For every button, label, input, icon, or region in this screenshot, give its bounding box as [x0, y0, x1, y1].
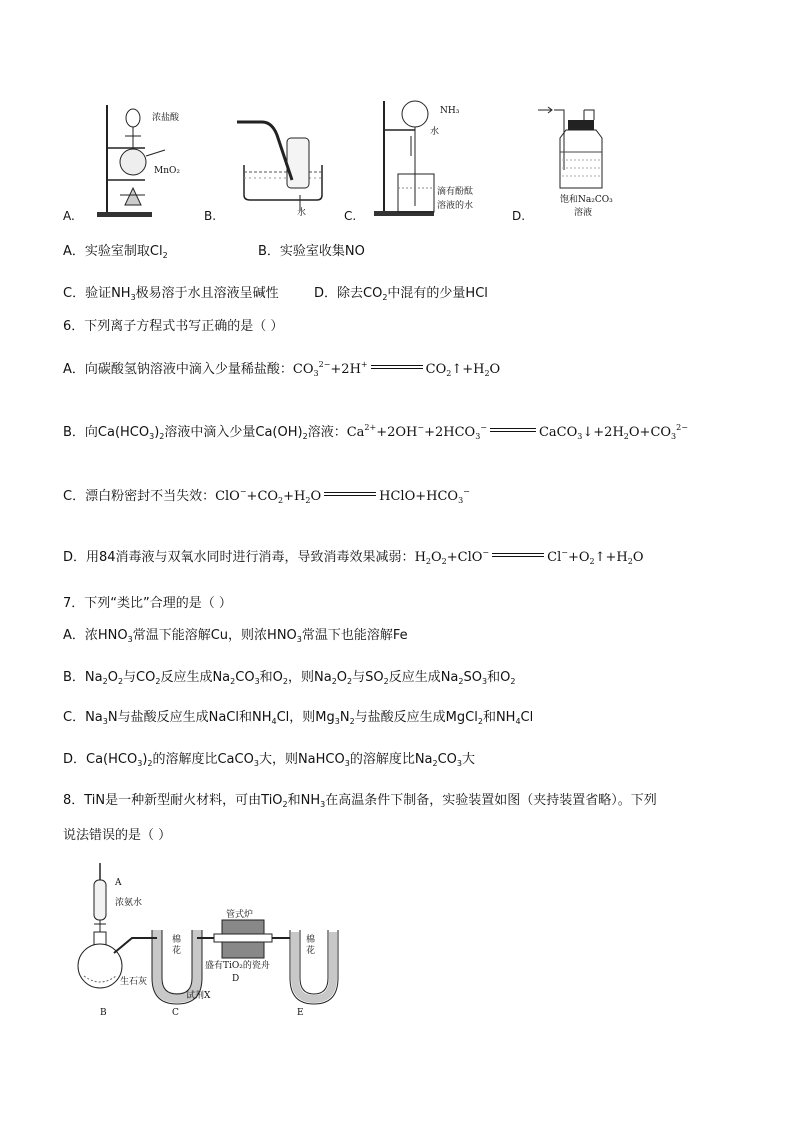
q8-label-d: D [232, 974, 240, 984]
q6-option-b: B．向$Ca(HCO_3)_2$溶液中滴入少量$Ca(OH)_2$溶液：$Ca^{2+}+2OH^-+2HCO_3^-$ $CaCO_3↓+2H_2O+CO_3^{2-}$ [63, 423, 688, 441]
label-conc-hcl: 浓盐酸 [152, 113, 180, 123]
q7-stem: 7．下列“类比”合理的是（ ） [63, 596, 232, 611]
fig-option-c: C. [344, 209, 357, 223]
q8-label-conc-ammonia: 浓氨水 [115, 898, 143, 908]
label-phenolphthalein: 滴有酚酞 [437, 187, 474, 197]
q5-option-d: D．除去$CO_2$中混有的少量HCl [314, 286, 488, 302]
q7-option-d: D．$Ca(HCO_3)_2$的溶解度比CaCO$_3$大，则NaHCO$_3$的溶解度比$Na_2CO_3$大 [63, 752, 476, 768]
q8-label-c: C [172, 1008, 179, 1018]
q8-label-b: B [100, 1008, 107, 1018]
q8-label-cotton-2a: 棉 [306, 935, 316, 945]
q5-option-a: A．实验室制取$Cl_2$ [63, 244, 168, 260]
label-sat-na2co3: 饱和Na₂CO₃ [560, 195, 613, 205]
q6-option-a: A．向碳酸氢钠溶液中滴入少量稀盐酸：$CO_3^{2-}+2H^+$ $CO_2↑+H_2O$ [63, 360, 501, 378]
q7-option-c: C．$Na_3N$与盐酸反应生成NaCl和$NH_4Cl$，则$Mg_3N_2$与盐酸反应生成MgCl$_2$和$NH_4Cl$ [63, 710, 534, 726]
apparatus-b-water-trough [232, 110, 337, 215]
apparatus-c-fountain [370, 96, 440, 220]
q8-stem-line2: 说法错误的是（ ） [63, 828, 172, 843]
q8-label-a: A [115, 878, 122, 888]
fig-option-d: D. [512, 209, 526, 223]
label-water-c: 水 [430, 127, 440, 137]
fig-option-b: B. [204, 209, 217, 223]
q8-label-reagent-x: 试剂X [186, 991, 211, 1001]
q7-option-b: B．$Na_2O_2$与$CO_2$反应生成$Na_2CO_3$和$O_2$，则$Na_2O_2$与$SO_2$反应生成$Na_2SO_3$和$O_2$ [63, 670, 516, 686]
q8-label-cotton-1a: 棉 [172, 935, 182, 945]
q8-label-quicklime: 生石灰 [120, 977, 148, 987]
label-water-b: 水 [297, 208, 307, 218]
q8-label-boat: 盛有TiO₂的瓷舟 [205, 961, 270, 971]
fig-option-a: A. [63, 209, 75, 223]
label-nh3: NH₃ [440, 106, 460, 116]
q6-option-c: C．漂白粉密封不当失效：$ClO^-+CO_2+H_2O$ $HClO+HCO_3^-$ [63, 487, 470, 505]
q8-label-e: E [297, 1008, 304, 1018]
q5-option-b: B．实验室收集NO [258, 244, 365, 259]
q6-stem: 6．下列离子方程式书写正确的是（ ） [63, 319, 284, 334]
q8-label-cotton-1b: 花 [172, 946, 182, 956]
q8-label-furnace: 管式炉 [226, 910, 254, 920]
q5-option-c: C．验证$NH_3$极易溶于水且溶液呈碱性 [63, 286, 279, 302]
label-solution-d: 溶液 [574, 208, 593, 218]
q8-label-cotton-2b: 花 [306, 946, 316, 956]
q6-option-d: D．用84消毒液与双氧水同时进行消毒，导致消毒效果减弱：$H_2O_2+ClO^-$ $Cl^-+O_2↑+H_2O$ [63, 548, 644, 566]
label-solution-water: 溶液的水 [437, 201, 474, 211]
apparatus-d-wash-bottle [536, 100, 616, 192]
q8-stem-line1: 8．TiN是一种新型耐火材料，可由TiO$_2$和$NH_3$在高温条件下制备，实验装置如图（夹持装置省略）。下列 [63, 793, 657, 809]
q7-option-a: A．浓$HNO_3$常温下能溶解Cu，则浓$HNO_3$常温下也能溶解Fe [63, 628, 408, 644]
label-mno2: MnO₂ [154, 166, 180, 176]
